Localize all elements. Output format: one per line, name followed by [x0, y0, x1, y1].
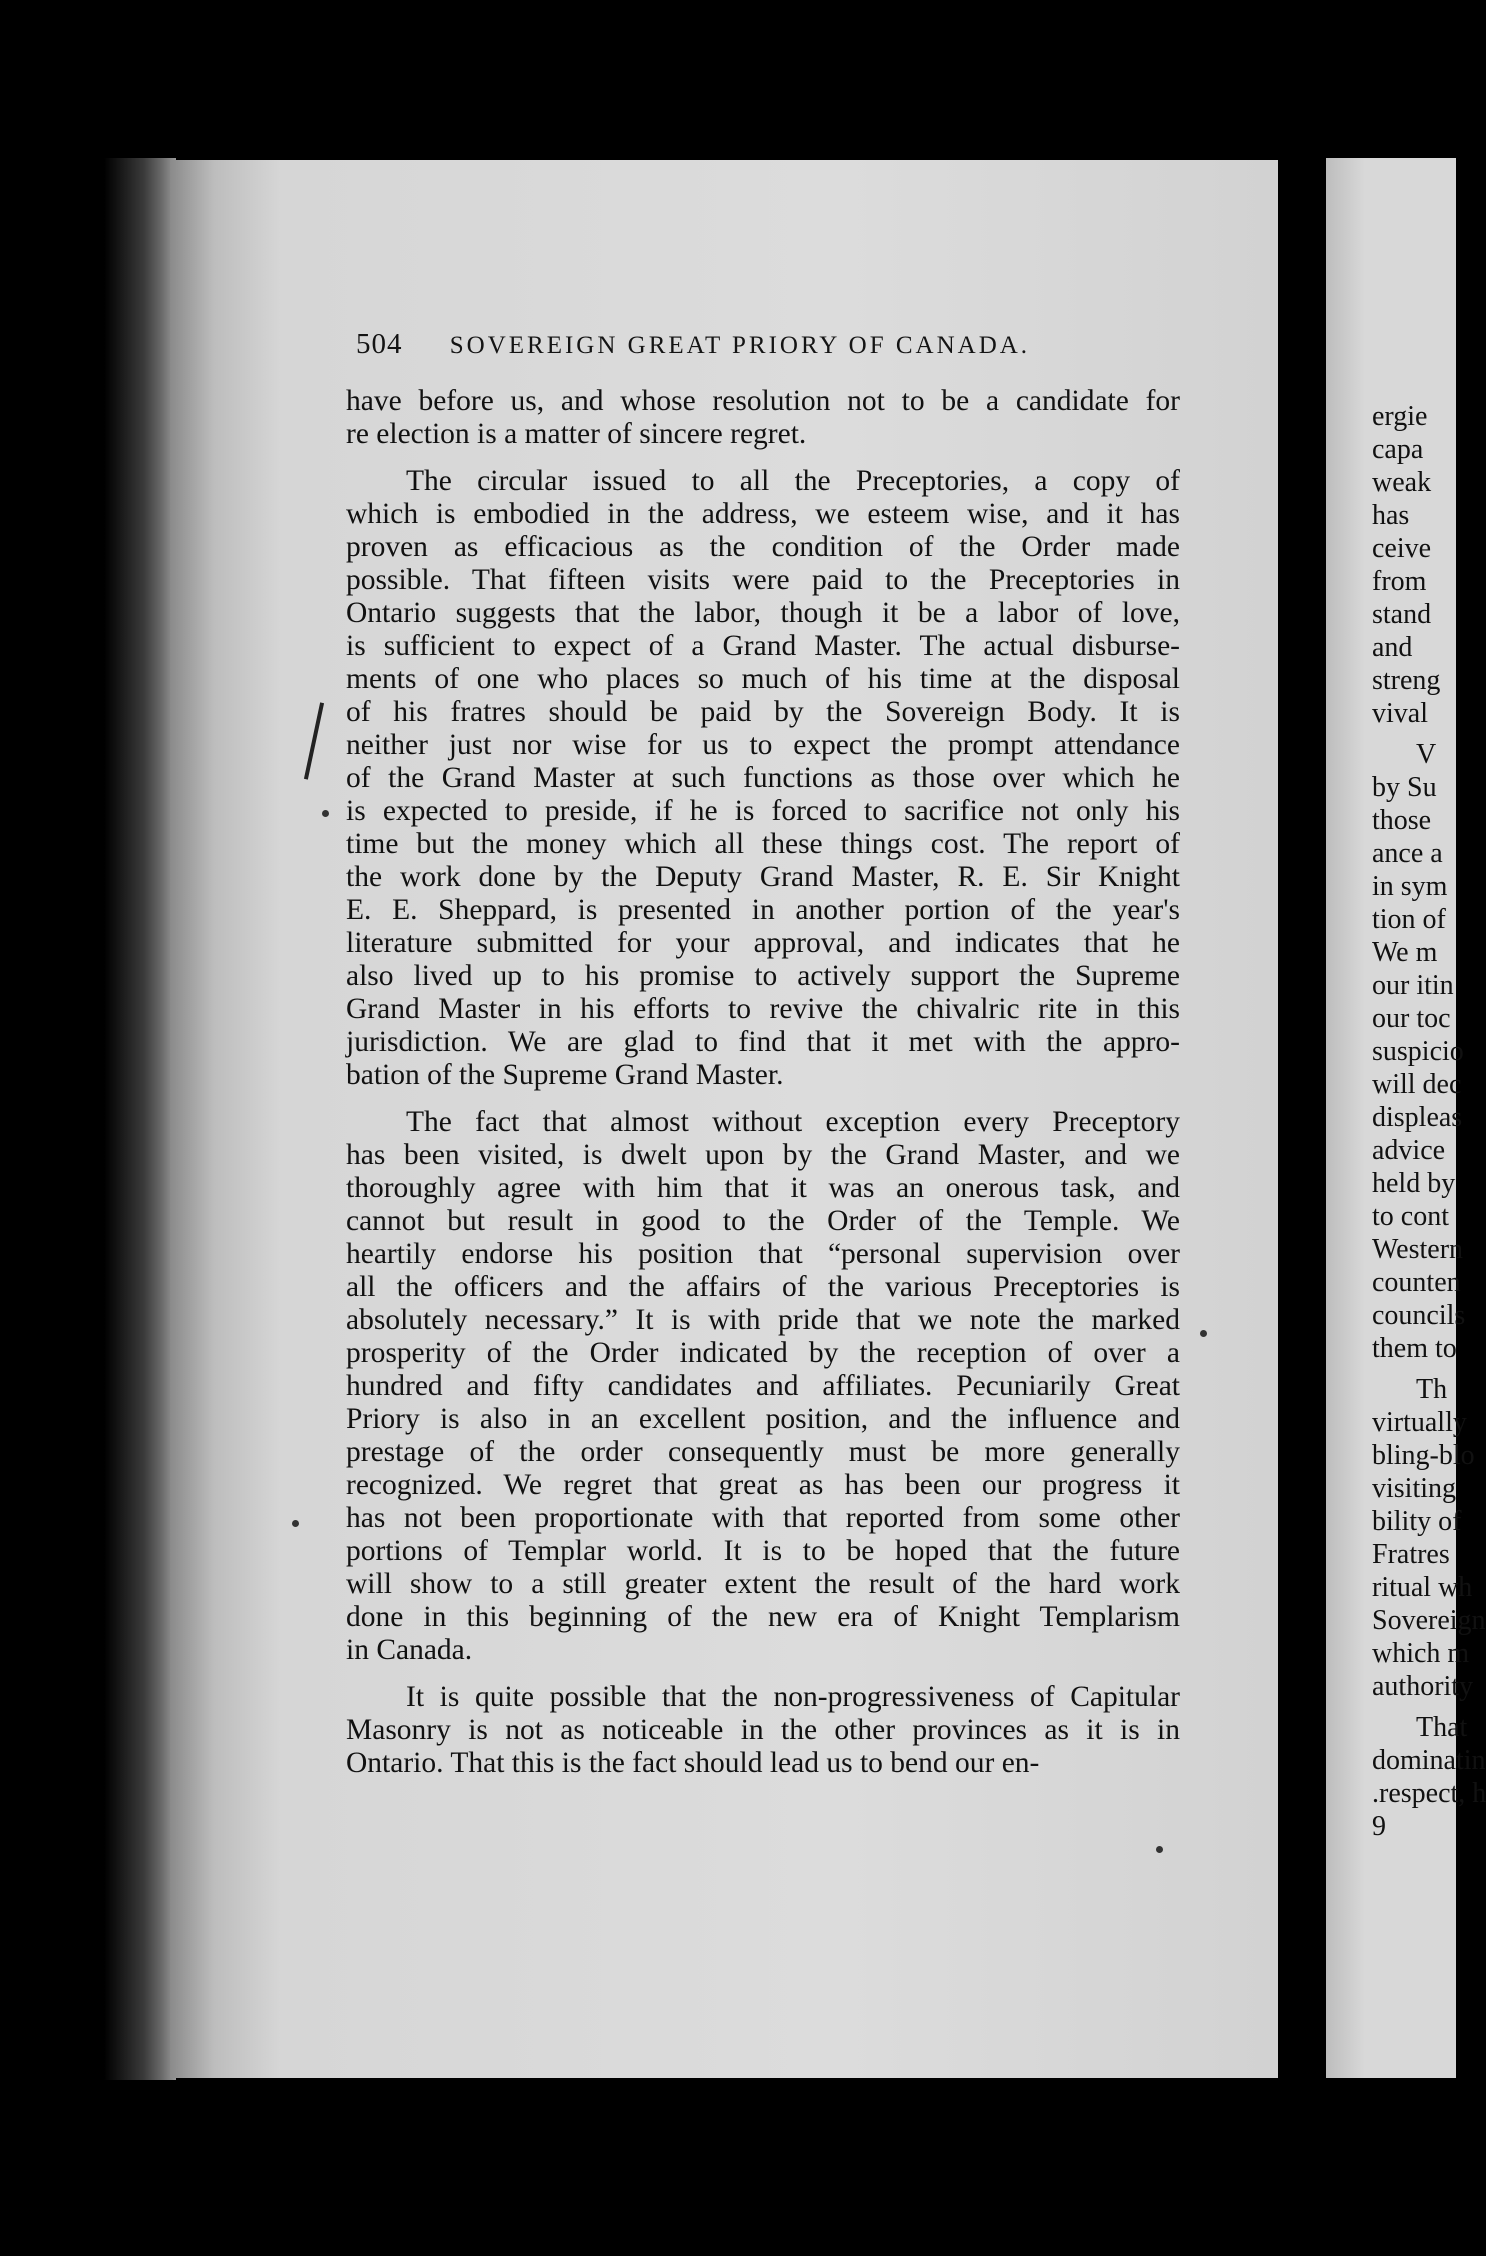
facing-text-line: them to: [1372, 1333, 1457, 1364]
paragraph: [346, 465, 1180, 1092]
facing-text-line: held by: [1372, 1168, 1456, 1199]
facing-text-line: virtually: [1372, 1407, 1467, 1438]
text-line: proven as efficacious as the condition of the Order made: [346, 531, 1180, 563]
facing-text-line: dominatin: [1372, 1745, 1486, 1776]
text-line: have before us, and whose resolution not to be a candidate for: [346, 385, 1180, 417]
text-line: re election is a matter of sincere regret.: [346, 418, 807, 450]
facing-text-line: our toc: [1372, 1003, 1451, 1034]
text-line: The circular issued to all the Preceptories, a copy of: [406, 465, 1180, 497]
text-line: has been visited, is dwelt upon by the Grand Master, and we: [346, 1139, 1180, 1171]
text-line: absolutely necessary.” It is with pride that we note the marked: [346, 1304, 1180, 1336]
facing-text-line: ritual wh: [1372, 1572, 1473, 1603]
text-line: which is embodied in the address, we esteem wise, and it has: [346, 498, 1180, 530]
text-line: also lived up to his promise to actively support the Supreme: [346, 960, 1180, 992]
facing-text-line: .respect, h: [1372, 1778, 1486, 1809]
text-line: prestage of the order consequently must be more generally: [346, 1436, 1180, 1468]
text-line: possible. That fifteen visits were paid to the Preceptories in: [346, 564, 1180, 596]
page-number: 504: [356, 328, 403, 360]
facing-page-text: [1372, 400, 1486, 1843]
facing-text-line: those: [1372, 805, 1432, 836]
facing-text-line: advice: [1372, 1135, 1446, 1166]
text-line: Ontario suggests that the labor, though it be a labor of love,: [346, 597, 1180, 629]
text-line: heartily endorse his position that “personal supervision over: [346, 1238, 1180, 1270]
facing-text-line: authority: [1372, 1671, 1474, 1702]
facing-text-line: We m: [1372, 937, 1438, 968]
facing-text-line: V: [1416, 739, 1437, 770]
facing-text-line: Th: [1416, 1374, 1448, 1405]
paragraph: [346, 385, 1180, 451]
facing-text-line: Western: [1372, 1234, 1464, 1265]
text-line: Ontario. That this is the fact should lead us to bend our en-: [346, 1747, 1040, 1779]
running-header: [356, 328, 1216, 368]
text-line: the work done by the Deputy Grand Master, R. E. Sir Knight: [346, 861, 1180, 893]
running-title: SOVEREIGN GREAT PRIORY OF CANADA.: [449, 332, 1031, 359]
facing-text-line: tion of: [1372, 904, 1446, 935]
facing-text-line: bility of: [1372, 1506, 1462, 1537]
facing-text-line: weak: [1372, 467, 1432, 498]
text-line: recognized. We regret that great as has been our progress it: [346, 1469, 1180, 1501]
text-line: is sufficient to expect of a Grand Master. The actual disburse-: [346, 630, 1180, 662]
facing-text-line: and: [1372, 632, 1413, 663]
facing-text-line: by Su: [1372, 772, 1437, 803]
facing-text-line: ceive: [1372, 533, 1432, 564]
facing-text-line: from: [1372, 566, 1427, 597]
text-line: jurisdiction. We are glad to find that it met with the appro-: [346, 1026, 1180, 1058]
facing-text-line: streng: [1372, 665, 1441, 696]
facing-text-line: vival: [1372, 698, 1428, 729]
facing-text-line: stand: [1372, 599, 1432, 630]
margin-dot: [292, 1520, 299, 1527]
text-line: literature submitted for your approval, and indicates that he: [346, 927, 1180, 959]
margin-dot: [322, 810, 329, 817]
book-spine: [104, 158, 176, 2080]
paragraph: [346, 1106, 1180, 1667]
text-line: of the Grand Master at such functions as those over which he: [346, 762, 1180, 794]
text-line: is expected to preside, if he is forced to sacrifice not only his: [346, 795, 1180, 827]
paragraph: [346, 1681, 1180, 1780]
facing-text-line: That: [1416, 1712, 1468, 1743]
facing-text-line: suspicio: [1372, 1036, 1464, 1067]
facing-text-line: Fratres: [1372, 1539, 1450, 1570]
text-line: Grand Master in his efforts to revive the chivalric rite in this: [346, 993, 1180, 1025]
facing-text-line: ergie: [1372, 401, 1428, 432]
facing-text-line: counten: [1372, 1267, 1461, 1298]
facing-text-line: which m: [1372, 1638, 1470, 1669]
page-body: [346, 385, 1180, 1780]
margin-dot: [1156, 1846, 1163, 1853]
text-line: The fact that almost without exception every Preceptory: [406, 1106, 1180, 1138]
facing-text-line: ance a: [1372, 838, 1443, 869]
facing-text-line: visiting: [1372, 1473, 1457, 1504]
margin-dot: [1200, 1330, 1207, 1337]
page-gutter: [1278, 150, 1326, 2090]
text-line: thoroughly agree with him that it was an onerous task, and: [346, 1172, 1180, 1204]
text-line: has not been proportionate with that reported from some other: [346, 1502, 1180, 1534]
facing-text-line: will dec: [1372, 1069, 1462, 1100]
text-line: bation of the Supreme Grand Master.: [346, 1059, 784, 1091]
facing-text-line: to cont: [1372, 1201, 1449, 1232]
text-line: It is quite possible that the non-progressiveness of Capitular: [406, 1681, 1180, 1713]
text-line: will show to a still greater extent the result of the hard work: [346, 1568, 1180, 1600]
facing-text-line: displeas: [1372, 1102, 1463, 1133]
facing-text-line: capa: [1372, 434, 1424, 465]
facing-page-number: 9: [1372, 1811, 1386, 1842]
text-line: portions of Templar world. It is to be hoped that the future: [346, 1535, 1180, 1567]
facing-text-line: bling-blo: [1372, 1440, 1475, 1471]
text-line: time but the money which all these things cost. The report of: [346, 828, 1180, 860]
text-line: of his fratres should be paid by the Sovereign Body. It is: [346, 696, 1180, 728]
text-line: ments of one who places so much of his time at the disposal: [346, 663, 1180, 695]
text-line: E. E. Sheppard, is presented in another portion of the year's: [346, 894, 1180, 926]
text-line: cannot but result in good to the Order of the Temple. We: [346, 1205, 1180, 1237]
text-line: hundred and fifty candidates and affiliates. Pecuniarily Great: [346, 1370, 1180, 1402]
text-line: Masonry is not as noticeable in the other provinces as it is in: [346, 1714, 1180, 1746]
text-line: done in this beginning of the new era of Knight Templarism: [346, 1601, 1180, 1633]
facing-text-line: has: [1372, 500, 1410, 531]
facing-text-line: councils: [1372, 1300, 1466, 1331]
text-line: all the officers and the affairs of the various Preceptories is: [346, 1271, 1180, 1303]
text-line: in Canada.: [346, 1634, 473, 1666]
facing-text-line: in sym: [1372, 871, 1448, 902]
text-line: Priory is also in an excellent position, and the influence and: [346, 1403, 1180, 1435]
text-line: prosperity of the Order indicated by the reception of over a: [346, 1337, 1180, 1369]
facing-text-line: Sovereign: [1372, 1605, 1486, 1636]
facing-text-line: our itin: [1372, 970, 1454, 1001]
text-line: neither just nor wise for us to expect the prompt attendance: [346, 729, 1180, 761]
